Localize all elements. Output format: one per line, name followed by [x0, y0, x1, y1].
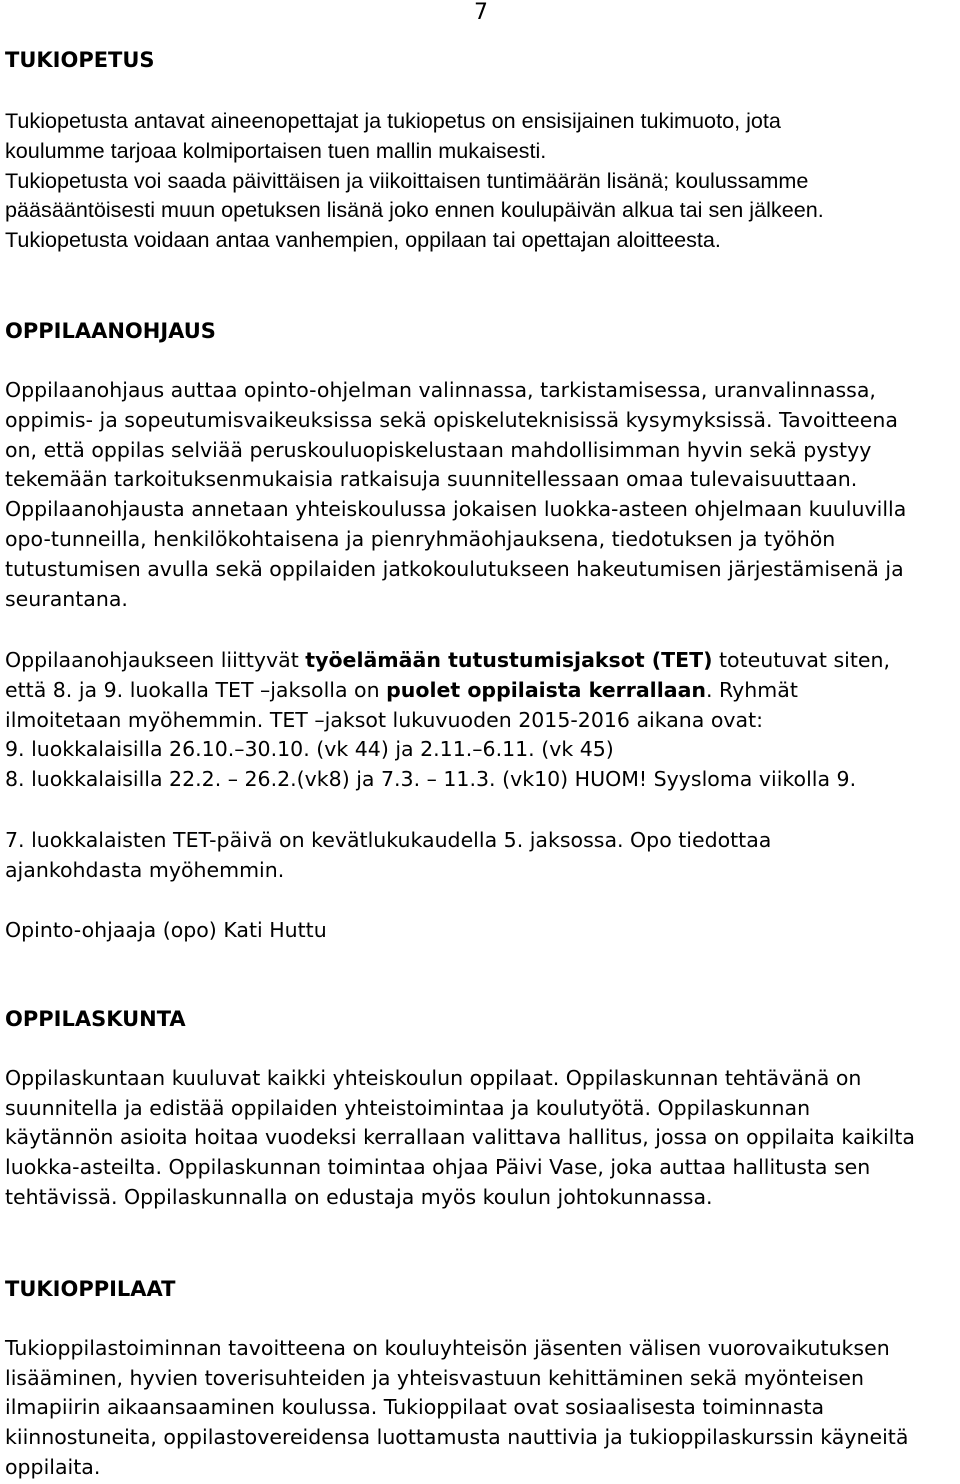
- oppilaskunta-paragraph: [5, 1064, 960, 1213]
- text-line: suunnitella ja edistää oppilaiden yhteistoimintaa ja koulutyötä. Oppilaskunnan: [5, 1095, 811, 1120]
- oppilaanohjaus-paragraph-7th-grade: [5, 826, 960, 886]
- text-line: oppilaita.: [5, 1454, 101, 1479]
- text-run: Oppilaanohjaukseen liittyvät: [5, 648, 306, 672]
- heading-tukioppilaat: TUKIOPPILAAT: [5, 1277, 176, 1301]
- text-line: ajankohdasta myöhemmin.: [5, 857, 285, 882]
- text-line: luokka-asteilta. Oppilaskunnan toimintaa ohjaa Päivi Vase, joka auttaa hallitusta sen: [5, 1155, 871, 1180]
- text-line: Tukiopetusta voidaan antaa vanhempien, oppilaan tai opettajan aloitteesta.: [5, 227, 721, 253]
- text-line: Oppilaskuntaan kuuluvat kaikki yhteiskoulun oppilaat. Oppilaskunnan tehtävänä on: [5, 1066, 862, 1090]
- text-line: ilmapiirin aikaansaaminen koulussa. Tukioppilaat ovat sosiaalisesta toiminnasta: [5, 1395, 825, 1420]
- text-line: [5, 676, 960, 706]
- text-line: Tukioppilastoiminnan tavoitteena on kouluyhteisön jäsenten välisen vuorovaikutuksen: [5, 1336, 890, 1360]
- text-line: oppimis- ja sopeutumisvaikeuksissa sekä opiskeluteknisissä kysymyksissä. Tavoitteena: [5, 407, 898, 432]
- text-line: 7. luokkalaisten TET-päivä on kevätlukukaudella 5. jaksossa. Opo tiedottaa: [5, 828, 772, 852]
- heading-tukiopetus: TUKIOPETUS: [5, 48, 155, 72]
- text-line: opo-tunneilla, henkilökohtaisena ja pienryhmäohjauksena, tiedotuksen ja työhön: [5, 526, 836, 551]
- text-line: Oppilaanohjaus auttaa opinto-ohjelman valinnassa, tarkistamisessa, uranvalinnassa,: [5, 378, 876, 402]
- text-line: tutustumisen avulla sekä oppilaiden jatkokoulutukseen hakeutumisen järjestämisenä ja: [5, 556, 904, 581]
- heading-oppilaskunta: OPPILASKUNTA: [5, 1007, 186, 1031]
- oppilaanohjaus-paragraph-tet: [5, 646, 960, 795]
- text-line: seurantana.: [5, 586, 128, 611]
- tukioppilaat-paragraph: [5, 1334, 960, 1483]
- text-line: on, että oppilas selviää peruskouluopiskelustaan mahdollisimman hyvin sekä pystyy: [5, 437, 872, 462]
- page-number: 7: [474, 0, 488, 25]
- text-line: Tukiopetusta antavat aineenopettajat ja tukiopetus on ensisijainen tukimuoto, jota: [5, 108, 781, 133]
- text-line: tekemään tarkoituksenmukaisia ratkaisuja suunnitellessaan omaa tulevaisuuttaan.: [5, 467, 858, 492]
- text-run: että 8. ja 9. luokalla TET –jaksolla on: [5, 677, 387, 702]
- emphasis-half-students: puolet oppilaista kerrallaan: [386, 677, 707, 702]
- heading-oppilaanohjaus: OPPILAANOHJAUS: [5, 319, 216, 343]
- text-line: tehtävissä. Oppilaskunnalla on edustaja myös koulun johtokunnassa.: [5, 1184, 713, 1209]
- oppilaanohjaus-paragraph-1: [5, 376, 960, 614]
- text-run: toteutuvat siten,: [712, 648, 891, 672]
- text-line: koulumme tarjoaa kolmiportaisen tuen mallin mukaisesti.: [5, 137, 547, 163]
- text-line: lisääminen, hyvien toverisuhteiden ja yhteisvastuun kehittäminen sekä myönteisen: [5, 1365, 864, 1390]
- text-line: Oppilaanohjausta annetaan yhteiskoulussa jokaisen luokka-asteen ohjelmaan kuuluvilla: [5, 497, 907, 522]
- counselor-signature: Opinto-ohjaaja (opo) Kati Huttu: [5, 918, 327, 942]
- text-line: [5, 646, 960, 676]
- text-line: 8. luokkalaisilla 22.2. – 26.2.(vk8) ja 7.3. – 11.3. (vk10) HUOM! Syysloma viikolla 9.: [5, 767, 857, 792]
- text-line: 9. luokkalaisilla 26.10.–30.10. (vk 44) ja 2.11.–6.11. (vk 45): [5, 737, 614, 762]
- text-line: kiinnostuneita, oppilastovereidensa luottamusta nauttivia ja tukioppilaskurssin käyneitä: [5, 1425, 909, 1450]
- emphasis-tet: työelämään tutustumisjaksot (TET): [305, 648, 713, 672]
- text-run: . Ryhmät: [706, 677, 798, 702]
- text-line: pääsääntöisesti muun opetuksen lisänä joko ennen koulupäivän alkua tai sen jälkeen.: [5, 197, 824, 223]
- text-line: ilmoitetaan myöhemmin. TET –jaksot lukuvuoden 2015-2016 aikana ovat:: [5, 707, 764, 732]
- tukiopetus-paragraph: [5, 106, 960, 255]
- text-line: käytännön asioita hoitaa vuodeksi kerrallaan valittava hallitus, jossa on oppilaita kaikilta: [5, 1125, 915, 1150]
- text-line: Tukiopetusta voi saada päivittäisen ja viikoittaisen tuntimäärän lisänä; koulussamme: [5, 167, 809, 193]
